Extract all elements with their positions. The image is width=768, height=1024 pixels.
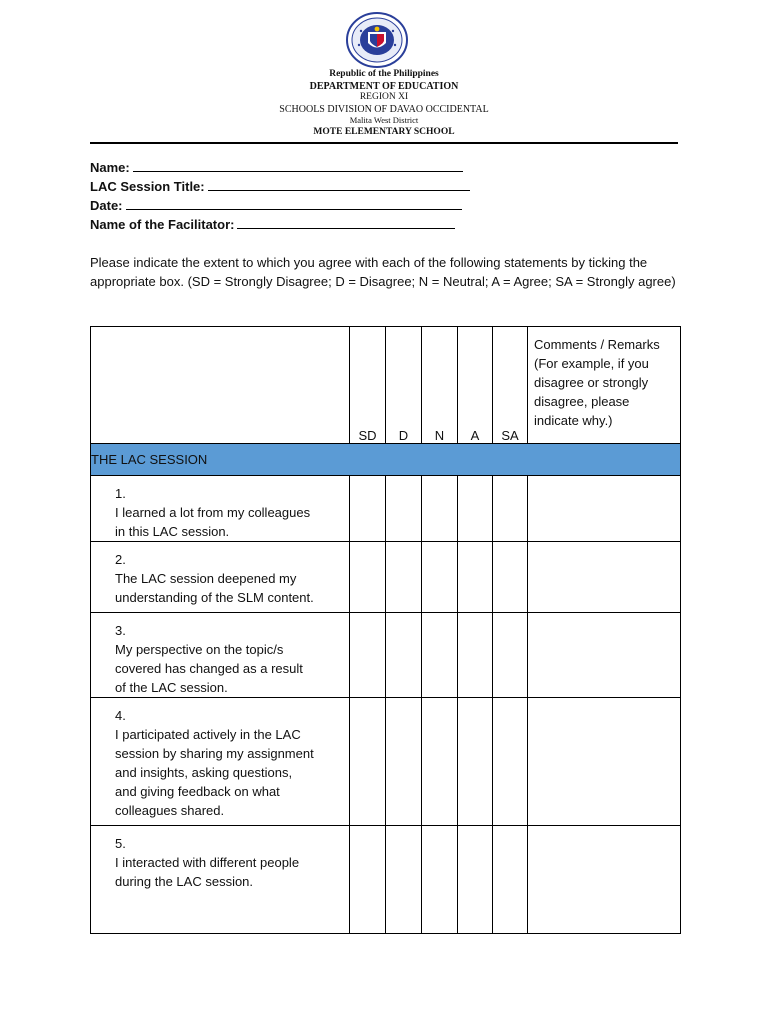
sd-checkbox-cell[interactable] — [350, 542, 386, 613]
header-divider — [90, 142, 678, 144]
item-text: I interacted with different people during the LAC session. — [115, 855, 300, 889]
sa-checkbox-cell[interactable] — [493, 698, 528, 826]
name-label: Name: — [90, 160, 130, 175]
a-checkbox-cell[interactable] — [458, 476, 493, 542]
statement-cell — [91, 476, 350, 542]
republic-line: Republic of the Philippines — [329, 69, 439, 79]
department-line: DEPARTMENT OF EDUCATION — [309, 80, 459, 92]
comments-cell[interactable] — [528, 698, 681, 826]
item-number: 3. — [115, 623, 126, 638]
comments-cell[interactable] — [528, 613, 681, 698]
region-line: REGION XI — [359, 92, 409, 103]
statement-cell — [91, 698, 350, 826]
name-field[interactable] — [90, 158, 463, 175]
table-row — [91, 826, 681, 934]
school-line: MOTE ELEMENTARY SCHOOL — [313, 126, 455, 137]
date-line[interactable] — [126, 196, 462, 210]
facilitator-line[interactable] — [237, 215, 455, 229]
session-title-field[interactable] — [90, 177, 470, 194]
facilitator-field[interactable] — [90, 215, 455, 232]
item-text: I participated actively in the LAC session by sharing my assignment and insights, asking questions, and giving feedback on what colleagues shared. — [115, 727, 314, 818]
comments-cell[interactable] — [528, 826, 681, 934]
d-checkbox-cell[interactable] — [386, 613, 422, 698]
item-text: My perspective on the topic/s covered has changed as a result of the LAC session. — [115, 642, 303, 695]
sa-checkbox-cell[interactable] — [493, 476, 528, 542]
d-checkbox-cell[interactable] — [386, 698, 422, 826]
table-row — [91, 542, 681, 613]
n-checkbox-cell[interactable] — [422, 698, 458, 826]
col-sa-header: SA — [493, 327, 528, 444]
division-line: SCHOOLS DIVISION OF DAVAO OCCIDENTAL — [279, 103, 489, 115]
comments-header: Comments / Remarks (For example, if you disagree or strongly disagree, please indicate why.) — [528, 327, 681, 444]
item-number: 5. — [115, 836, 126, 851]
n-checkbox-cell[interactable] — [422, 542, 458, 613]
section-title: THE LAC SESSION — [91, 444, 681, 476]
col-a-header: A — [458, 327, 493, 444]
n-checkbox-cell[interactable] — [422, 476, 458, 542]
a-checkbox-cell[interactable] — [458, 698, 493, 826]
sd-checkbox-cell[interactable] — [350, 698, 386, 826]
sd-checkbox-cell[interactable] — [350, 826, 386, 934]
a-checkbox-cell[interactable] — [458, 542, 493, 613]
survey-table — [90, 326, 681, 934]
session-title-line[interactable] — [208, 177, 470, 191]
item-number: 4. — [115, 708, 126, 723]
statement-header-cell — [91, 327, 350, 444]
name-line[interactable] — [133, 158, 463, 172]
sd-checkbox-cell[interactable] — [350, 613, 386, 698]
n-checkbox-cell[interactable] — [422, 826, 458, 934]
d-checkbox-cell[interactable] — [386, 476, 422, 542]
sa-checkbox-cell[interactable] — [493, 613, 528, 698]
sa-checkbox-cell[interactable] — [493, 542, 528, 613]
d-checkbox-cell[interactable] — [386, 826, 422, 934]
col-d-header: D — [386, 327, 422, 444]
date-label: Date: — [90, 198, 123, 213]
item-text: The LAC session deepened my understanding of the SLM content. — [115, 571, 314, 605]
a-checkbox-cell[interactable] — [458, 613, 493, 698]
sa-checkbox-cell[interactable] — [493, 826, 528, 934]
date-field[interactable] — [90, 196, 462, 213]
statement-cell — [91, 613, 350, 698]
facilitator-label: Name of the Facilitator: — [90, 217, 235, 232]
a-checkbox-cell[interactable] — [458, 826, 493, 934]
item-number: 2. — [115, 552, 126, 567]
d-checkbox-cell[interactable] — [386, 542, 422, 613]
table-row — [91, 613, 681, 698]
sd-checkbox-cell[interactable] — [350, 476, 386, 542]
table-header-row — [91, 327, 681, 444]
comments-cell[interactable] — [528, 476, 681, 542]
section-row — [91, 444, 681, 476]
instructions: Please indicate the extent to which you agree with each of the following statements by ticking the appropriate box. (SD = Strongly Disagree; D = Disagree; N = Neutral; A = Agree; SA = Strongly agree) — [90, 255, 676, 289]
table-row — [91, 476, 681, 542]
col-n-header: N — [422, 327, 458, 444]
letterhead — [90, 69, 678, 139]
statement-cell — [91, 542, 350, 613]
item-text: I learned a lot from my colleagues in this LAC session. — [115, 505, 311, 539]
n-checkbox-cell[interactable] — [422, 613, 458, 698]
col-sd-header: SD — [350, 327, 386, 444]
session-title-label: LAC Session Title: — [90, 179, 205, 194]
district-line: Malita West District — [349, 115, 419, 126]
deped-seal-logo — [341, 11, 413, 69]
table-row — [91, 698, 681, 826]
comments-cell[interactable] — [528, 542, 681, 613]
statement-cell — [91, 826, 350, 934]
item-number: 1. — [115, 486, 126, 501]
